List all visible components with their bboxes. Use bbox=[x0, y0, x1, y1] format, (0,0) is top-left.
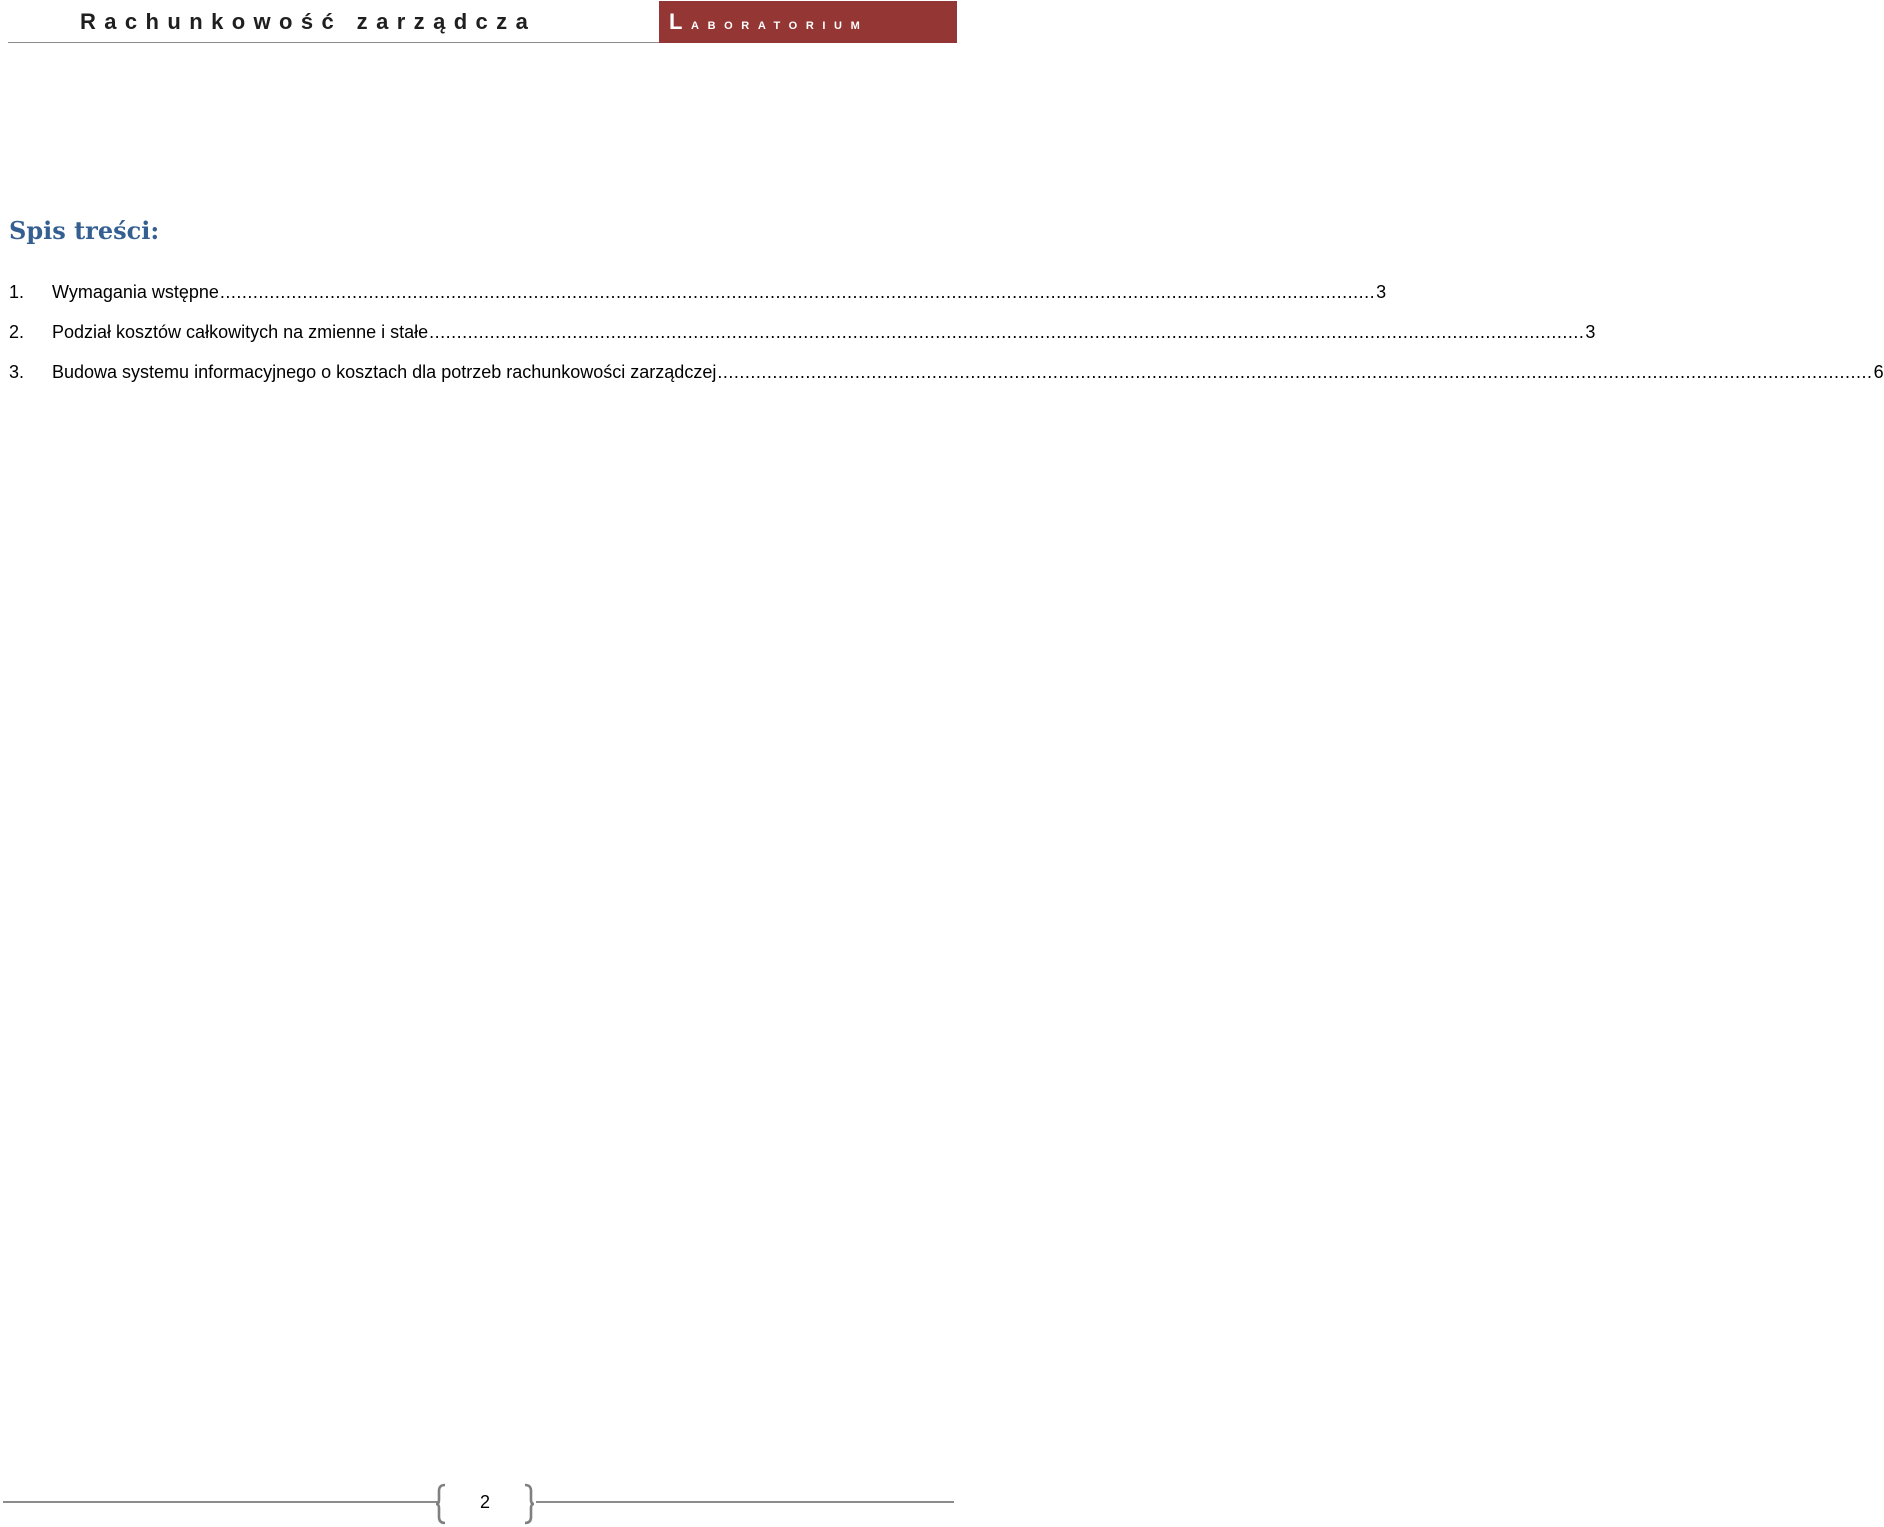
page-number: 2 bbox=[479, 1492, 490, 1512]
header-label-initial: L bbox=[669, 9, 692, 34]
toc-entry-number: 1. bbox=[9, 282, 25, 302]
toc-entry-title: Budowa systemu informacyjnego o kosztach dla potrzeb rachunkowości zarządczej bbox=[52, 362, 717, 382]
footer-rule-right bbox=[536, 1501, 954, 1503]
toc-dot-leader: .................................................................................................................................................................................................................. bbox=[219, 282, 1376, 302]
toc-entry-page: 3 bbox=[1376, 282, 1387, 302]
toc-entry[interactable] bbox=[9, 282, 1387, 322]
header-title: Rachunkowość zarządcza bbox=[80, 9, 537, 34]
header-label-box bbox=[659, 1, 957, 43]
toc-heading: Spis treści: bbox=[9, 216, 160, 245]
toc-dot-leader: .................................................................................................................................................................................................................. bbox=[429, 322, 1585, 342]
footer-rule-left bbox=[3, 1501, 439, 1503]
toc-list bbox=[9, 282, 1884, 402]
toc-entry-page: 3 bbox=[1585, 322, 1596, 342]
toc-entry-number: 2. bbox=[9, 322, 25, 342]
header-label bbox=[669, 9, 868, 35]
toc-entry-number: 3. bbox=[9, 362, 25, 382]
header-label-rest: aboratorium bbox=[691, 16, 869, 33]
toc-entry-title: Wymagania wstępne bbox=[52, 282, 219, 302]
toc-entry[interactable] bbox=[9, 362, 1884, 402]
header-rule bbox=[8, 42, 660, 43]
right-brace-icon bbox=[523, 1484, 537, 1524]
left-brace-icon bbox=[433, 1484, 447, 1524]
toc-entry[interactable] bbox=[9, 322, 1596, 362]
toc-entry-page: 6 bbox=[1873, 362, 1884, 382]
toc-entry-title: Podział kosztów całkowitych na zmienne i stałe bbox=[52, 322, 429, 342]
toc-dot-leader: .................................................................................................................................................................................................................. bbox=[717, 362, 1873, 382]
